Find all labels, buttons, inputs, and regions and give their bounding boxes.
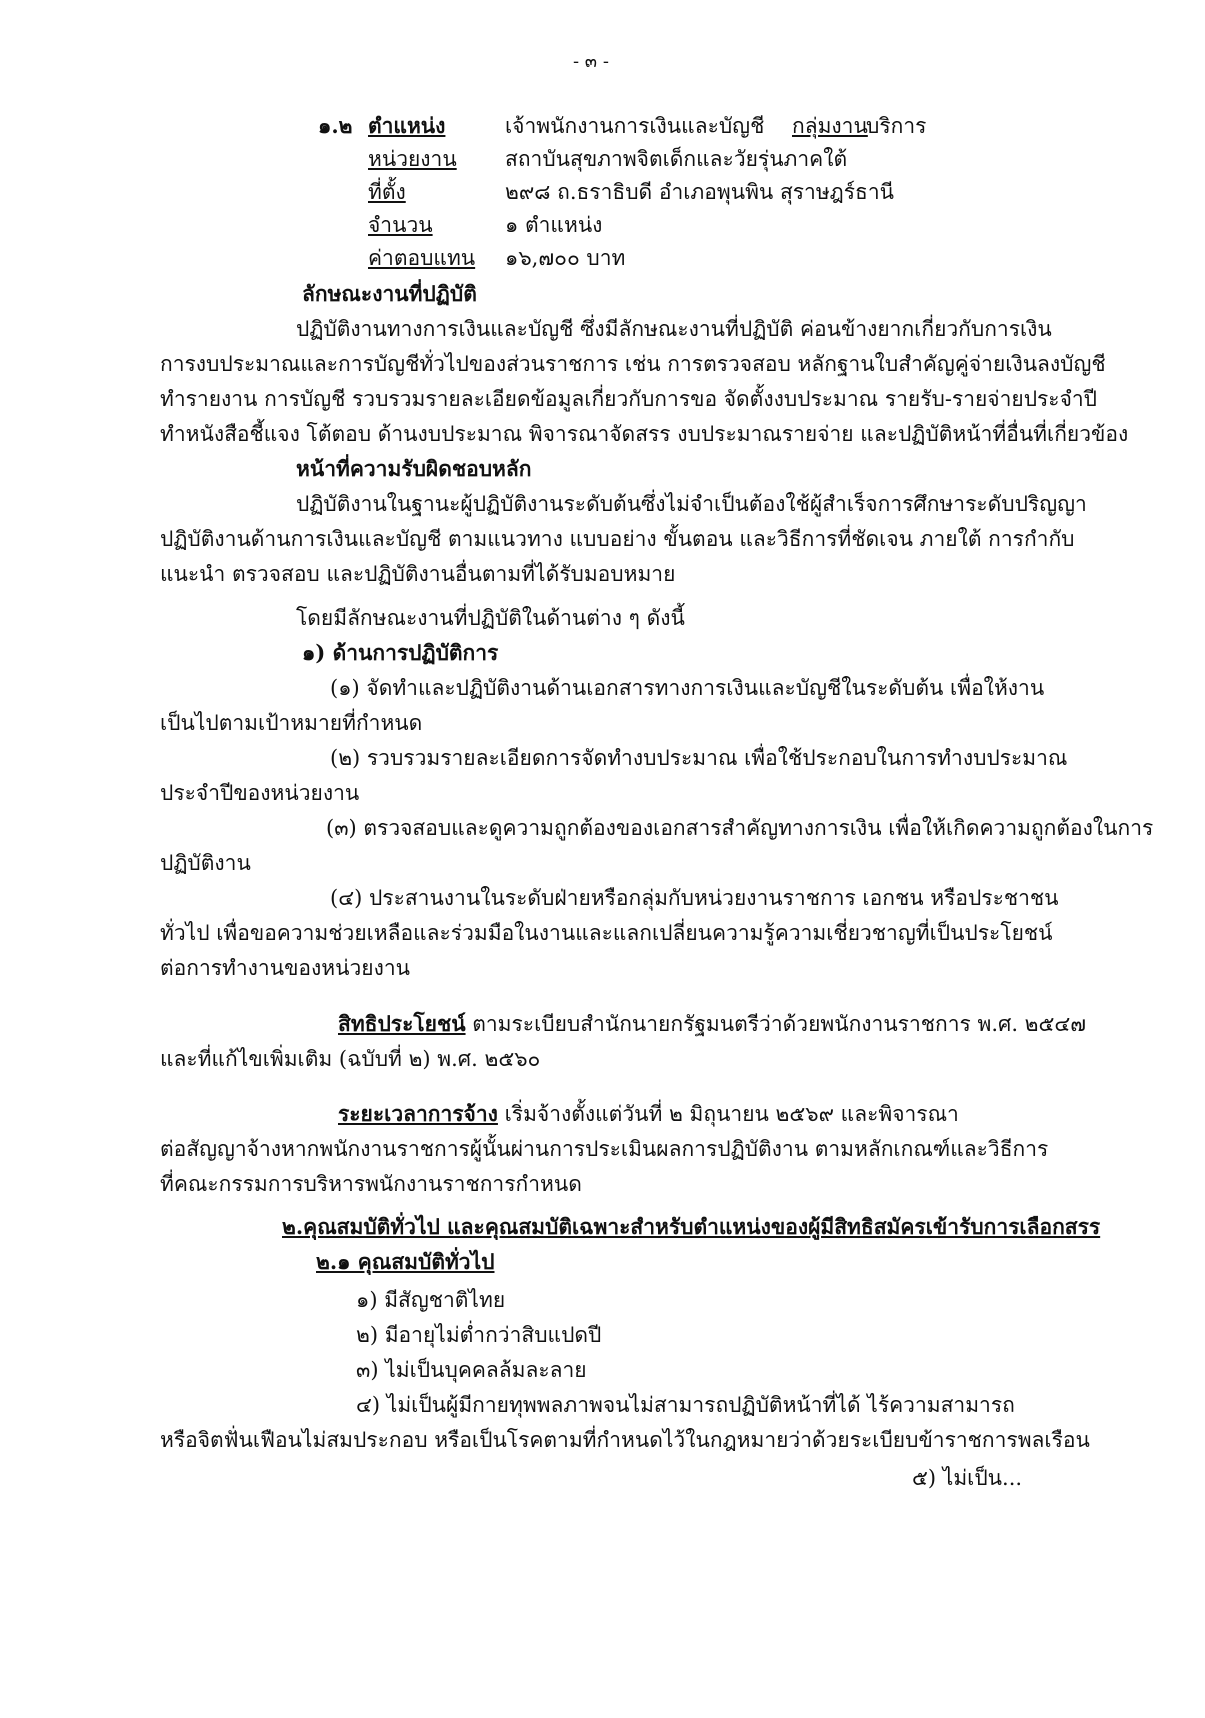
position-title: เจ้าพนักงานการเงินและบัญชี: [505, 114, 765, 138]
duty-item: (๔) ประสานงานในระดับฝ่ายหรือกลุ่มกับหน่วยงานราชการ เอกชน หรือประชาชน: [330, 886, 1059, 910]
continuation-marker: ๕) ไม่เป็น...: [912, 1466, 1023, 1490]
duty-item-cont: ต่อการทำงานของหน่วยงาน: [160, 956, 410, 980]
position-heading-number: ๑.๒: [318, 113, 353, 138]
benefits-label: สิทธิประโยชน์: [338, 1011, 466, 1036]
duty-item-cont: ทั่วไป เพื่อขอความช่วยเหลือและร่วมมือในงานและแลกเปลี่ยนความรู้ความเชี่ยวชาญที่เป็นประโยชน์: [160, 921, 1053, 945]
employment-line-2: ต่อสัญญาจ้างหากพนักงานราชการผู้นั้นผ่านการประเมินผลการปฏิบัติงาน ตามหลักเกณฑ์และวิธีการ: [160, 1137, 1049, 1161]
duty-item-cont: ประจำปีของหน่วยงาน: [160, 781, 360, 805]
duties-heading: หน้าที่ความรับผิดชอบหลัก: [296, 456, 532, 481]
duty-item-cont: ปฏิบัติงาน: [160, 851, 251, 875]
qualifications-heading: ๒.คุณสมบัติทั่วไป และคุณสมบัติเฉพาะสำหรับตำแหน่งของผู้มีสิทธิสมัครเข้ารับการเลือกสรร: [282, 1214, 1101, 1239]
duty-item: (๑) จัดทำและปฏิบัติงานด้านเอกสารทางการเงินและบัญชีในระดับต้น เพื่อให้งาน: [330, 676, 1045, 700]
benefits-line-2: และที่แก้ไขเพิ่มเติม (ฉบับที่ ๒) พ.ศ. ๒๕๖๐: [160, 1047, 541, 1071]
qualification-item: ๑) มีสัญชาติไทย: [356, 1288, 506, 1312]
benefits-line: [338, 1010, 1086, 1038]
row-value-location: ๒๙๘ ถ.ธราธิบดี อำเภอพุนพิน สุราษฎร์ธานี: [505, 180, 895, 204]
qualification-item: ๔) ไม่เป็นผู้มีกายทุพพลภาพจนไม่สามารถปฏิบัติหน้าที่ได้ ไร้ความสามารถ: [356, 1393, 1015, 1417]
work-nature-heading: ลักษณะงานที่ปฏิบัติ: [302, 281, 477, 306]
row-label-count: จำนวน: [368, 213, 433, 237]
employment-label: ระยะเวลาการจ้าง: [338, 1101, 498, 1126]
duties-line: ปฏิบัติงานในฐานะผู้ปฏิบัติงานระดับต้นซึ่งไม่จำเป็นต้องใช้ผู้สำเร็จการศึกษาระดับปริญญา: [296, 492, 1087, 516]
work-nature-line: ทำหนังสือชี้แจง โต้ตอบ ด้านงบประมาณ พิจารณาจัดสรร งบประมาณรายจ่าย และปฏิบัติหน้าที่อื่นที่เกี่ยวข้อง: [160, 422, 1129, 446]
row-label-unit: หน่วยงาน: [368, 147, 457, 171]
row-label-location: ที่ตั้ง: [368, 180, 406, 204]
qualification-item-cont: หรือจิตฟั่นเฟือนไม่สมประกอบ หรือเป็นโรคตามที่กำหนดไว้ในกฎหมายว่าด้วยระเบียบข้าราชการพลเรือน: [160, 1428, 1090, 1452]
duty-item: (๓) ตรวจสอบและดูความถูกต้องของเอกสารสำคัญทางการเงิน เพื่อให้เกิดความถูกต้องในการ: [326, 816, 1154, 840]
qualification-item: ๒) มีอายุไม่ต่ำกว่าสิบแปดปี: [356, 1323, 602, 1347]
duties-line: ปฏิบัติงานด้านการเงินและบัญชี ตามแนวทาง แบบอย่าง ขั้นตอน และวิธีการที่ชัดเจน ภายใต้ การกำกับ: [160, 527, 1075, 551]
qualifications-subheading: ๒.๑ คุณสมบัติทั่วไป: [316, 1249, 495, 1274]
row-label-salary: ค่าตอบแทน: [368, 246, 476, 270]
duty-item: (๒) รวบรวมรายละเอียดการจัดทำงบประมาณ เพื่อใช้ประกอบในการทำงบประมาณ: [330, 746, 1068, 770]
work-nature-line: การงบประมาณและการบัญชีทั่วไปของส่วนราชการ เช่น การตรวจสอบ หลักฐานใบสำคัญคู่จ่ายเงินลงบัญชี: [160, 352, 1106, 376]
position-heading-label: ตำแหน่ง: [368, 113, 446, 138]
group-label: กลุ่มงาน: [792, 114, 868, 138]
employment-line: [338, 1100, 959, 1128]
duties-line: แนะนำ ตรวจสอบ และปฏิบัติงานอื่นตามที่ได้รับมอบหมาย: [160, 562, 676, 586]
row-value-salary: ๑๖,๗๐๐ บาท: [505, 246, 626, 270]
row-value-count: ๑ ตำแหน่ง: [505, 213, 603, 237]
qualification-item: ๓) ไม่เป็นบุคคลล้มละลาย: [356, 1358, 587, 1382]
duties-subheading: ๑) ด้านการปฏิบัติการ: [302, 640, 499, 665]
row-value-unit: สถาบันสุขภาพจิตเด็กและวัยรุ่นภาคใต้: [505, 147, 848, 171]
employment-line-3: ที่คณะกรรมการบริหารพนักงานราชการกำหนด: [160, 1172, 582, 1196]
page-number: - ๓ -: [573, 51, 609, 72]
duties-intro: โดยมีลักษณะงานที่ปฏิบัติในด้านต่าง ๆ ดังนี้: [296, 606, 685, 630]
work-nature-line: ทำรายงาน การบัญชี รวบรวมรายละเอียดข้อมูลเกี่ยวกับการขอ จัดตั้งงบประมาณ รายรับ-รายจ่ายประจำปี: [160, 387, 1098, 411]
group-value: บริการ: [866, 114, 927, 138]
work-nature-line: ปฏิบัติงานทางการเงินและบัญชี ซึ่งมีลักษณะงานที่ปฏิบัติ ค่อนข้างยากเกี่ยวกับการเงิน: [296, 317, 1052, 341]
benefits-text: ตามระเบียบสำนักนายกรัฐมนตรีว่าด้วยพนักงานราชการ พ.ศ. ๒๕๔๗: [472, 1012, 1087, 1036]
employment-text: เริ่มจ้างตั้งแต่วันที่ ๒ มิถุนายน ๒๕๖๙ และพิจารณา: [504, 1102, 959, 1126]
duty-item-cont: เป็นไปตามเป้าหมายที่กำหนด: [160, 711, 423, 735]
